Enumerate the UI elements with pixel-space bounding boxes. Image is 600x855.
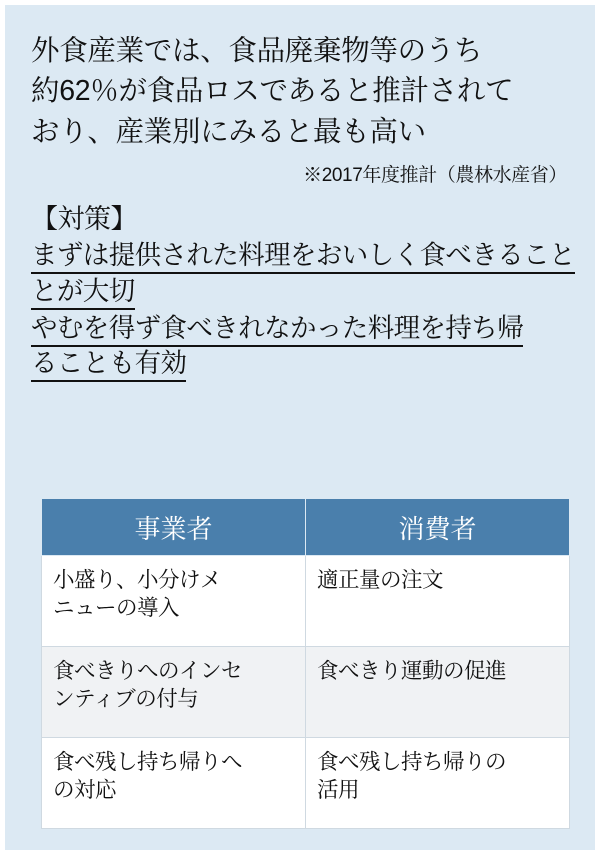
measure-item-1-line-1: まずは提供された料理をおいしく食べきること bbox=[31, 238, 569, 273]
table-row bbox=[42, 556, 570, 647]
source-note: ※2017年度推計（農林水産省） bbox=[303, 165, 567, 187]
table-row bbox=[42, 647, 570, 738]
lead-line-3: おり、産業別にみると最も高い bbox=[31, 115, 426, 148]
lead-line-1: 外食産業では、食品廃棄物等のうち bbox=[31, 35, 483, 67]
table-header-row bbox=[42, 499, 570, 556]
measure-item-2-line-1: やむを得ず食べきれなかった料理を持ち帰 bbox=[31, 311, 569, 346]
table-cell-business-1: 小盛り、小分けメ ニューの導入 bbox=[42, 556, 306, 647]
table-row bbox=[42, 738, 570, 829]
table-cell-consumer-2: 食べきり運動の促進 bbox=[306, 647, 570, 738]
lead-paragraph bbox=[31, 31, 569, 152]
comparison-table-wrapper bbox=[41, 498, 569, 829]
table-cell-consumer-1: 適正量の注文 bbox=[306, 556, 570, 647]
measure-item-1-line-2: とが大切 bbox=[31, 274, 569, 309]
measure-item-2 bbox=[31, 311, 569, 381]
table-cell-business-2: 食べきりへのインセ ンティブの付与 bbox=[42, 647, 306, 738]
measure-item-1 bbox=[31, 238, 575, 308]
comparison-table bbox=[41, 498, 570, 829]
table-cell-business-3: 食べ残し持ち帰りへ の対応 bbox=[42, 738, 306, 829]
measures-heading: 【対策】 bbox=[31, 204, 137, 235]
table-cell-consumer-3: 食べ残し持ち帰りの 活用 bbox=[306, 738, 570, 829]
table-header-business: 事業者 bbox=[42, 499, 306, 556]
measures-list bbox=[31, 238, 575, 381]
lead-line-2: 約62％が食品ロスであると推計されて bbox=[31, 75, 514, 108]
table-header-consumer: 消費者 bbox=[306, 499, 570, 556]
measure-item-2-line-2: ることも有効 bbox=[31, 346, 569, 381]
